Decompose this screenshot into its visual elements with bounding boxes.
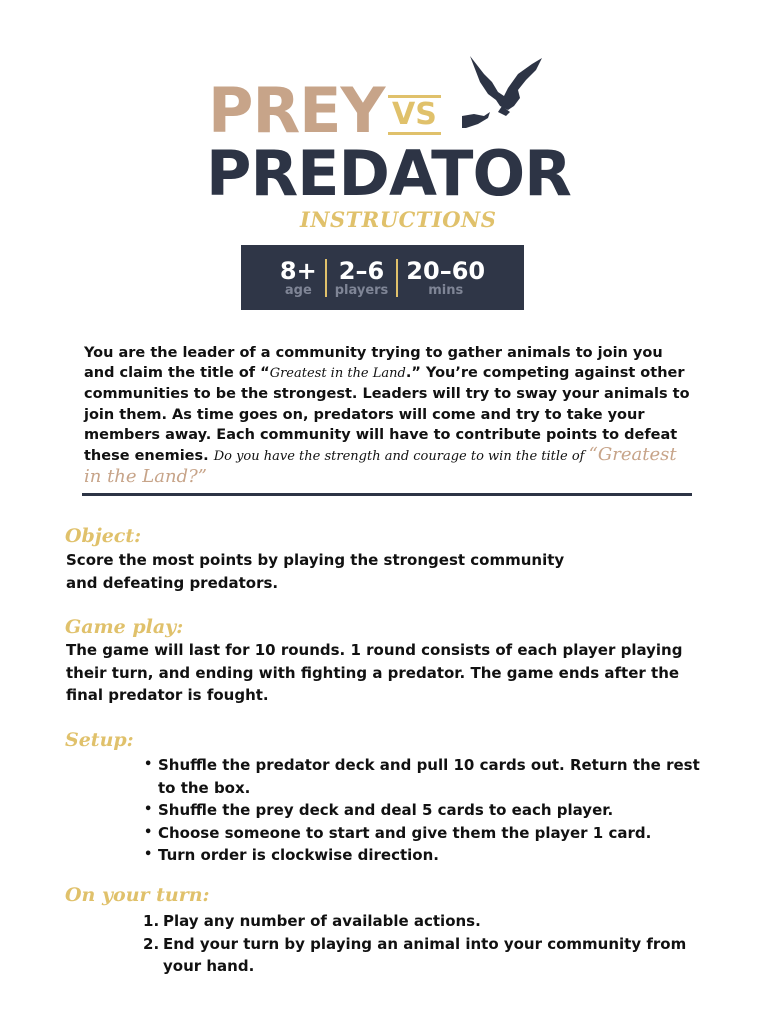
gameplay-heading: Game play: <box>65 616 184 638</box>
logo-subtitle: INSTRUCTIONS <box>300 207 497 232</box>
logo-predator-word: PREDATOR <box>206 137 571 210</box>
intro-title-highlight: “Greatest in the Land?” <box>84 444 677 488</box>
stat-players-label: players <box>334 282 389 298</box>
list-item: End your turn by playing an animal into your community from your hand. <box>163 934 687 975</box>
list-item: • Turn order is clockwise direction. <box>158 844 713 867</box>
game-stats-banner <box>241 245 524 310</box>
list-item: • Shuffle the predator deck and pull 10 cards out. Return the rest to the box. <box>158 754 713 799</box>
logo-prey-word: PREY <box>208 74 385 147</box>
setup-list <box>143 754 713 867</box>
intro-question: Do you have the strength and courage to win the title of <box>213 449 589 465</box>
stat-duration-label: mins <box>428 282 464 298</box>
list-item: • Shuffle the prey deck and deal 5 cards to each player. <box>158 799 713 822</box>
intro-text: .” You’re competing against other communities to be the strongest. Leaders will try to sway your animals to join them. As time goes on, predators will come and try to take your members away. Each community will have to contribute points to defeat these enemies. <box>84 365 690 465</box>
stat-duration <box>398 258 493 298</box>
eagle-icon <box>462 52 544 138</box>
intro-paragraph <box>84 343 694 488</box>
stat-age <box>272 258 325 298</box>
object-heading: Object: <box>65 525 142 547</box>
stat-age-label: age <box>284 282 312 298</box>
intro-highlight: Greatest in the Land <box>269 366 406 382</box>
rabbit-icon <box>462 112 490 128</box>
list-item: Play any number of available actions. <box>163 912 481 930</box>
game-logo <box>0 0 768 240</box>
stat-duration-value: 20–60 <box>406 256 486 285</box>
stat-players-value: 2–6 <box>338 256 385 285</box>
section-divider <box>82 493 692 496</box>
intro-text: You are the leader of a community trying to gather animals to join you and claim the title of “ <box>84 345 663 382</box>
list-item: • Choose someone to start and give them the player 1 card. <box>158 822 713 845</box>
stat-players <box>327 258 397 298</box>
gameplay-text: The game will last for 10 rounds. 1 round consists of each player playing their turn, and ending with fighting a predator. The game ends after the final predator is fought. <box>66 641 683 704</box>
turn-heading: On your turn: <box>65 884 210 906</box>
logo-vs-word: VS <box>388 95 441 135</box>
turn-list <box>143 910 723 978</box>
stat-age-value: 8+ <box>279 256 317 285</box>
object-text: Score the most points by playing the strongest community and defeating predators. <box>66 551 565 592</box>
setup-heading: Setup: <box>65 729 134 751</box>
